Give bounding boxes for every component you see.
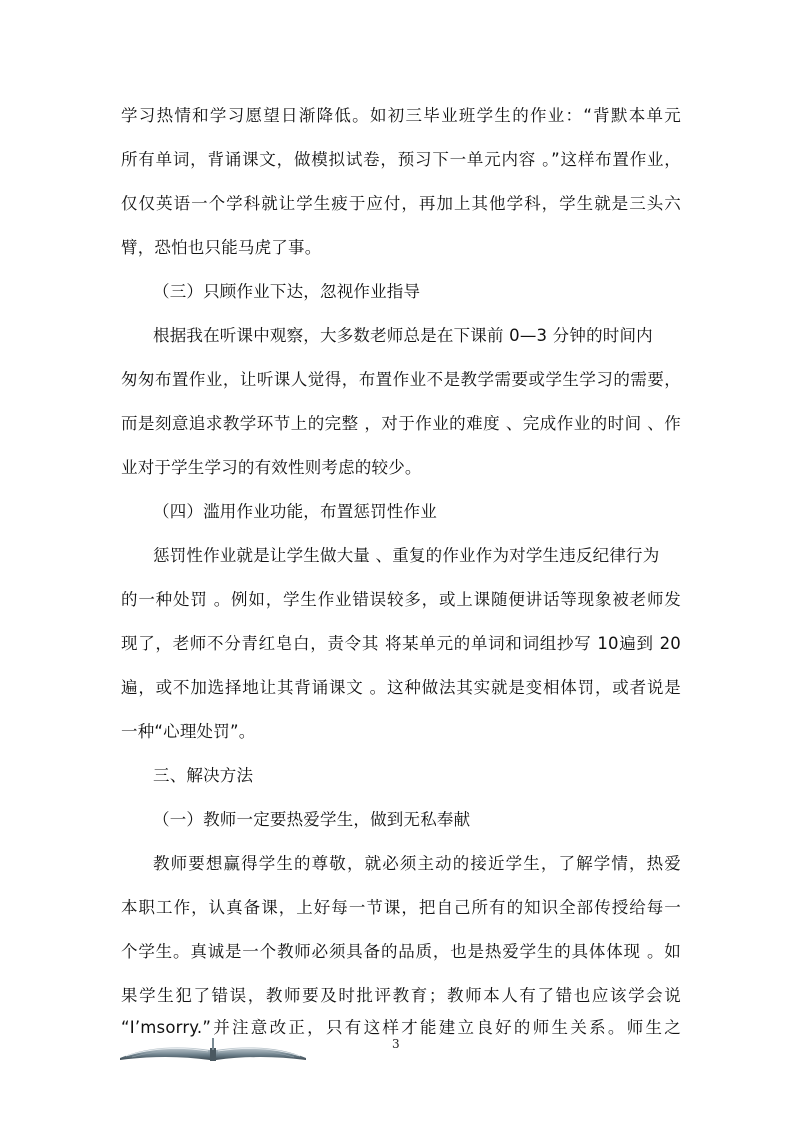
section-heading: （一）教师一定要热爱学生，做到无私奉献: [153, 810, 471, 829]
text-line: 遍，或不加选择地让其背诵课文 。这种做法其实就是变相体罚，或者说是: [121, 678, 681, 697]
text-line: 而是刻意追求教学环节上的完整 ，对于作业的难度 、完成作业的时间 、作: [121, 414, 681, 433]
text-line: 学习热情和学习愿望日渐降低。如初三毕业班学生的作业：“背默本单元: [121, 106, 681, 125]
text-line: 现了，老师不分青红皂白，责令其 将某单元的单词和词组抄写 10遍到 20: [121, 634, 681, 653]
text-line: 一种“心理处罚”。: [121, 722, 256, 741]
text-line: 教师要想赢得学生的尊敬，就必须主动的接近学生，了解学情，热爱: [153, 854, 681, 873]
page-number: 3: [392, 1037, 400, 1051]
text-line: 所有单词，背诵课文，做模拟试卷，预习下一单元内容 。”这样布置作业，: [121, 150, 681, 169]
open-book-icon: [118, 1036, 308, 1062]
text-line: 果学生犯了错误，教师要及时批评教育；教师本人有了错也应该学会说: [121, 986, 681, 1005]
text-line: 惩罚性作业就是让学生做大量 、重复的作业作为对学生违反纪律行为: [153, 546, 660, 565]
text-line: 臂，恐怕也只能马虎了事。: [121, 238, 322, 257]
text-line: 个学生。真诚是一个教师必须具备的品质，也是热爱学生的具体体现 。如: [121, 942, 681, 961]
text-line: 匆匆布置作业，让听课人觉得，布置作业不是教学需要或学生学习的需要，: [121, 370, 681, 389]
text-line: “I’msorry.”并注意改正，只有这样才能建立良好的师生关系。师生之: [121, 1018, 681, 1037]
section-heading: 三、解决方法: [153, 766, 254, 785]
text-line: 仅仅英语一个学科就让学生疲于应付，再加上其他学科，学生就是三头六: [121, 194, 681, 213]
section-heading: （四）滥用作业功能，布置惩罚性作业: [153, 502, 437, 521]
section-heading: （三）只顾作业下达，忽视作业指导: [153, 282, 421, 301]
text-line: 的一种处罚 。例如，学生作业错误较多，或上课随便讲话等现象被老师发: [121, 590, 681, 609]
text-line: 根据我在听课中观察，大多数老师总是在下课前 0—3 分钟的时间内: [153, 326, 653, 345]
text-line: 业对于学生学习的有效性则考虑的较少。: [121, 458, 422, 477]
text-line: 本职工作，认真备课，上好每一节课，把自己所有的知识全部传授给每一: [121, 898, 681, 917]
